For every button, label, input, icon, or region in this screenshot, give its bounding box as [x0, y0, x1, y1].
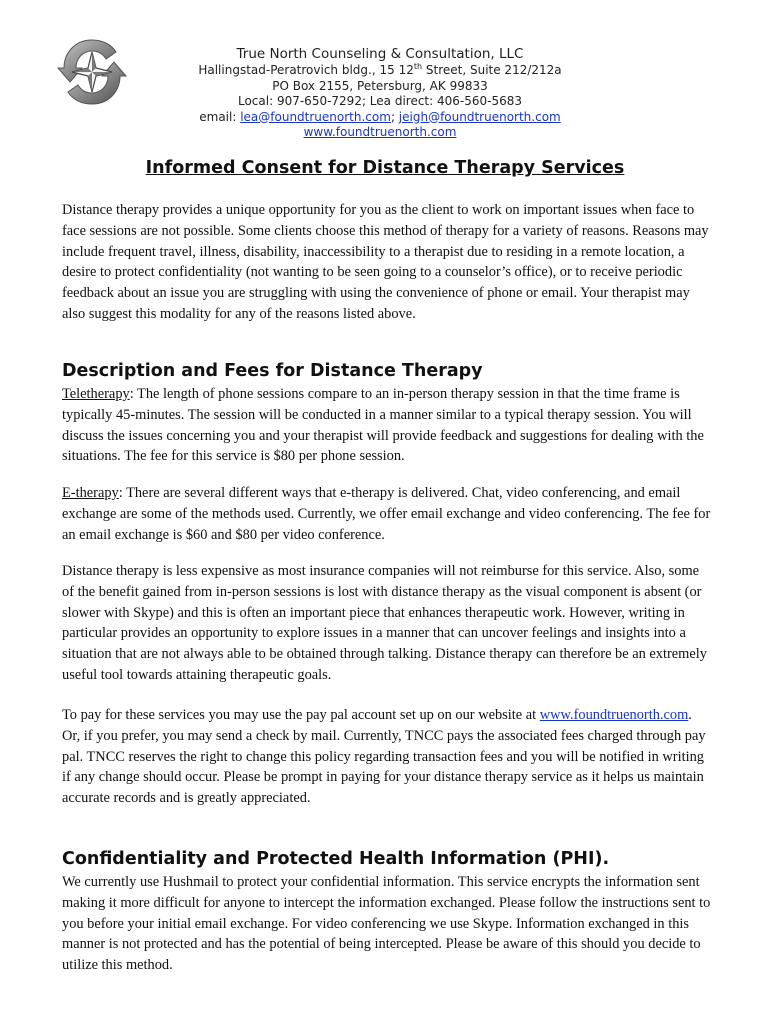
- section-heading-fees: Description and Fees for Distance Therapy: [62, 361, 483, 381]
- po-box: PO Box 2155, Petersburg, AK 99833: [272, 78, 488, 93]
- phone-numbers: Local: 907-650-7292; Lea direct: 406-560-5683: [237, 94, 523, 108]
- email-link-jeigh[interactable]: jeigh@foundtruenorth.com: [398, 109, 561, 124]
- website-link[interactable]: www.foundtruenorth.com: [303, 125, 457, 139]
- street-address: [130, 63, 630, 79]
- etherapy-text: : There are several different ways that e-therapy is delivered. Chat, video conferencing, and email exchange are some of the methods used. Currently, we offer email exchange and video conferencing. The fee for an email exchange is $60 and $80 per video conference.: [62, 485, 711, 543]
- confidentiality-paragraph: We currently use Hushmail to protect your confidential information. This service encrypts the information sent making it more difficult for anyone to intercept the information exchanged. Please follow the instructions sent to you before your initial email exchange. For video conferencing we use Skype. Information exchanged in this manner is not protected and has the potential of being intercepted. Please be aware of this should you decide to utilize this method.: [62, 874, 711, 974]
- payment-text-post: . Or, if you prefer, you may send a check by mail. Currently, TNCC pays the associated fees charged through pay pal. TNCC reserves the right to change this policy regarding transaction fees and you will be notified in writing if any change should occur. Please be prompt in paying for your distance therapy service as it helps us maintain accurate records and is greatly appreciated.: [62, 707, 706, 807]
- street-ordinal: th: [413, 62, 423, 71]
- section-heading-confidentiality: Confidentiality and Protected Health Information (PHI).: [62, 849, 610, 869]
- document-title: Informed Consent for Distance Therapy Services: [145, 158, 625, 178]
- website-line: [130, 125, 630, 141]
- teletherapy-text: : The length of phone sessions compare to an in-person therapy session in that the time frame is typically 45-minutes. The session will be conducted in a manner similar to a typical therapy session. You will discuss the issues concerning you and your therapist will provide feedback and suggestions for dealing with the situations. The fee for this service is $80 per phone session.: [62, 386, 704, 465]
- letterhead: [130, 46, 630, 141]
- email-label: email:: [199, 109, 241, 124]
- street-address-main: Hallingstad-Peratrovich bldg., 15 12: [198, 63, 414, 77]
- intro-paragraph: Distance therapy provides a unique opportunity for you as the client to work on important issues when face to face sessions are not possible. Some clients choose this method of therapy for a variety of reasons. Reasons may include frequent travel, illness, disability, inaccessibility to a therapist due to residing in a remote location, a desire to protect confidentiality (not wanting to be seen going to a counselor’s office), or to receive periodic feedback about an issue you are struggling with using the convenience of phone or email. Your therapist may also suggest this modality for any of the reasons listed above.: [62, 202, 709, 322]
- street-address-suite: Street, Suite 212/212a: [422, 63, 562, 77]
- teletherapy-label: Teletherapy: [62, 386, 130, 402]
- compass-arrows-logo-icon: [56, 34, 128, 110]
- insurance-paragraph: Distance therapy is less expensive as most insurance companies will not reimburse for this service. Also, some of the benefit gained from in-person sessions is lost with distance therapy as the visual component is absent (or slower with Skype) and this is often an important piece that enhances therapeutic work. However, writing in particular provides an opportunity to explore issues in a manner that can uncover feelings and insights into a situation that are not always able to be obtained through talking. Distance therapy can therefore be an extremely useful tool towards attaining therapeutic goals.: [62, 563, 707, 683]
- email-link-lea[interactable]: lea@foundtruenorth.com: [240, 109, 391, 124]
- email-line: [130, 110, 630, 126]
- payment-website-link[interactable]: www.foundtruenorth.com: [539, 707, 689, 723]
- payment-text-pre: To pay for these services you may use the pay pal account set up on our website at: [62, 707, 540, 723]
- etherapy-paragraph: [62, 483, 712, 545]
- teletherapy-paragraph: [62, 384, 712, 467]
- etherapy-label: E-therapy: [62, 485, 119, 501]
- payment-paragraph: [62, 705, 712, 809]
- email-separator: ;: [390, 109, 399, 124]
- company-name: True North Counseling & Consultation, LLC: [236, 46, 524, 62]
